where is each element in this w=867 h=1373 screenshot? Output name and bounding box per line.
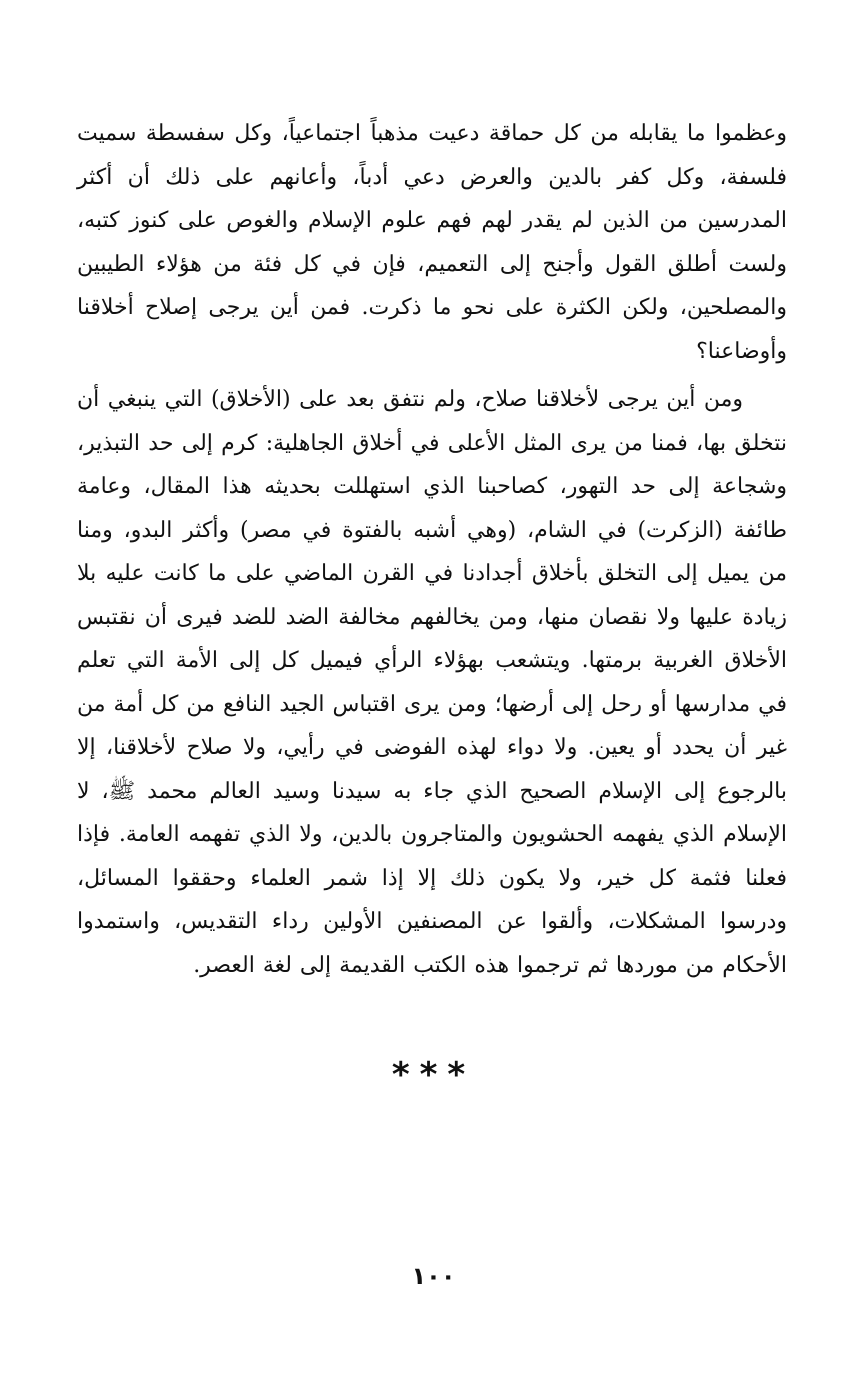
paragraph-1: وعظموا ما يقابله من كل حماقة دعيت مذهباً اجتماعياً، وكل سفسطة سميت فلسفة، وكل كفر بالدين والعرض دعي أدباً، وأعانهم على ذلك أن أكثر المدرسين من الذين لم يقدر لهم فهم علوم الإسلام والغوص على كنوز كتبه، ولست أطلق القول وأجنح إلى التعميم، فإن في كل فئة من هؤلاء الطيبين والمصلحين، ولكن الكثرة على نحو ما ذكرت. فمن أين يرجى إصلاح أخلاقنا وأوضاعنا؟ (77, 121, 787, 364)
page-number: ١٠٠ (411, 1262, 456, 1290)
section-divider: *** (391, 1055, 476, 1095)
paragraph-2: ومن أين يرجى لأخلاقنا صلاح، ولم نتفق بعد على (الأخلاق) التي ينبغي أن نتخلق بها، فمنا من يرى المثل الأعلى في أخلاق الجاهلية: كرم إلى حد التبذير، وشجاعة إلى حد التهور، كصاحبنا الذي استهللت بحديثه هذا المقال، وعامة طائفة (الزكرت) في الشام، (وهي أشبه بالفتوة في مصر) وأكثر البدو، ومنا من يميل إلى التخلق بأخلاق أجدادنا في القرن الماضي على ما كانت عليه بلا زيادة عليها ولا نقصان منها، ومن يخالفهم مخالفة الضد للضد فيرى أن نقتبس الأخلاق الغربية برمتها. ويتشعب بهؤلاء الرأي فيميل كل إلى الأمة التي تعلم في مدارسها أو رحل إلى أرضها؛ ومن يرى اقتباس الجيد النافع من كل أمة من غير أن يحدد أو يعين. ولا دواء لهذه الفوضى في رأيي، ولا صلاح لأخلاقنا، إلا بالرجوع إلى الإسلام الصحيح الذي جاء به سيدنا وسيد العالم محمد ﷺ، لا الإسلام الذي يفهمه الحشويون والمتاجرون بالدين، ولا الذي تفهمه العامة. فإذا فعلنا فثمة كل خير، ولا يكون ذلك إلا إذا شمر العلماء وحققوا المسائل، ودرسوا المشكلات، وألقوا عن المصنفين الأولين رداء التقديس، واستمدوا الأحكام من موردها ثم ترجموا هذه الكتب القديمة إلى لغة العصر. (77, 387, 787, 978)
